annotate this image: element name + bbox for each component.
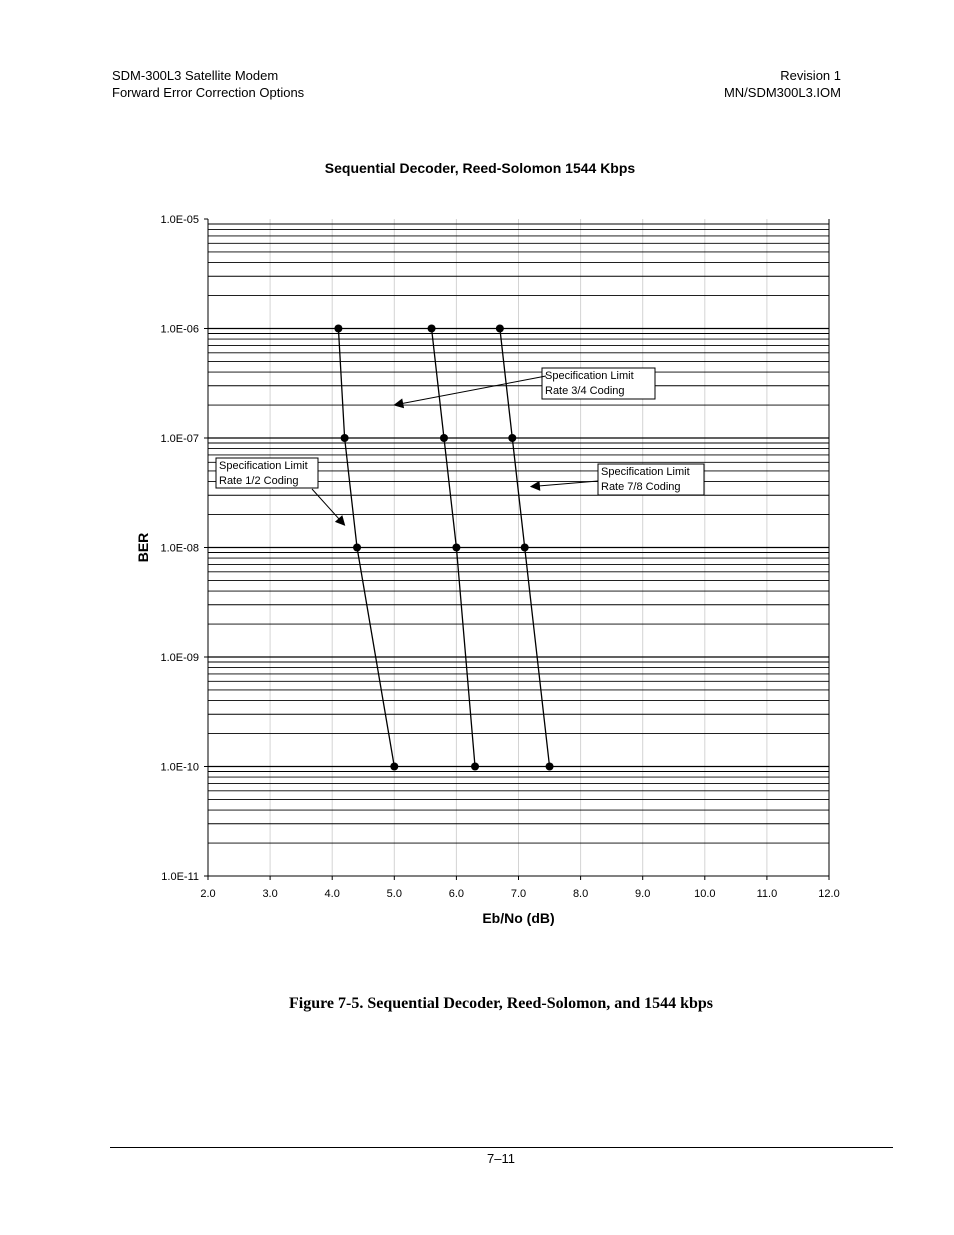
y-tick-label: 1.0E-06: [160, 323, 199, 336]
x-tick-label: 8.0: [572, 888, 589, 900]
data-point: [471, 763, 479, 771]
figure-caption: Figure 7-5. Sequential Decoder, Reed-Solomon, and 1544 kbps: [288, 995, 714, 1012]
y-tick-label: 1.0E-07: [160, 433, 199, 445]
y-tick-label: 1.0E-11: [161, 871, 199, 883]
data-point: [353, 544, 361, 552]
data-point: [508, 434, 516, 442]
data-point: [390, 763, 398, 771]
annotation-text: Rate 3/4 Coding: [545, 385, 625, 397]
header-doc-id: MN/SDM300L3.IOM: [723, 85, 841, 100]
y-tick-label: 1.0E-08: [160, 542, 199, 555]
chart-title: Sequential Decoder, Reed-Solomon 1544 Kbps: [324, 160, 636, 176]
data-point: [334, 325, 342, 333]
x-tick-label: 7.0: [510, 888, 527, 900]
annotation-text: Rate 1/2 Coding: [219, 475, 299, 487]
y-tick-label: 1.0E-10: [160, 761, 199, 774]
x-tick-label: 11.0: [756, 888, 778, 900]
x-tick-label: 5.0: [386, 888, 402, 900]
footer-rule: [110, 1147, 893, 1148]
x-tick-label: 12.0: [818, 888, 840, 900]
data-point: [496, 325, 504, 333]
x-tick-label: 9.0: [635, 888, 651, 900]
annotation-text: Specification Limit: [545, 370, 634, 382]
data-point: [452, 544, 460, 552]
y-tick-label: 1.0E-05: [160, 214, 199, 226]
y-axis-label: BER: [135, 532, 151, 563]
annotation-text: Specification Limit: [601, 466, 690, 478]
data-point: [546, 763, 554, 771]
x-tick-label: 2.0: [200, 888, 216, 900]
x-tick-label: 6.0: [448, 888, 465, 900]
data-point: [440, 434, 448, 442]
y-tick-label: 1.0E-09: [160, 652, 199, 664]
data-point: [341, 434, 349, 442]
page-number: 7–11: [487, 1151, 515, 1166]
header-product: SDM-300L3 Satellite Modem: [112, 68, 279, 83]
x-tick-label: 4.0: [324, 888, 340, 900]
x-tick-label: 10.0: [694, 888, 716, 900]
data-point: [521, 544, 529, 552]
data-point: [428, 325, 436, 333]
x-axis-label: Eb/No (dB): [482, 910, 555, 926]
header-section: Forward Error Correction Options: [112, 85, 305, 100]
annotation-text: Specification Limit: [219, 460, 308, 472]
x-tick-label: 3.0: [262, 888, 278, 900]
annotation-text: Rate 7/8 Coding: [601, 481, 681, 493]
header-revision: Revision 1: [780, 68, 841, 83]
